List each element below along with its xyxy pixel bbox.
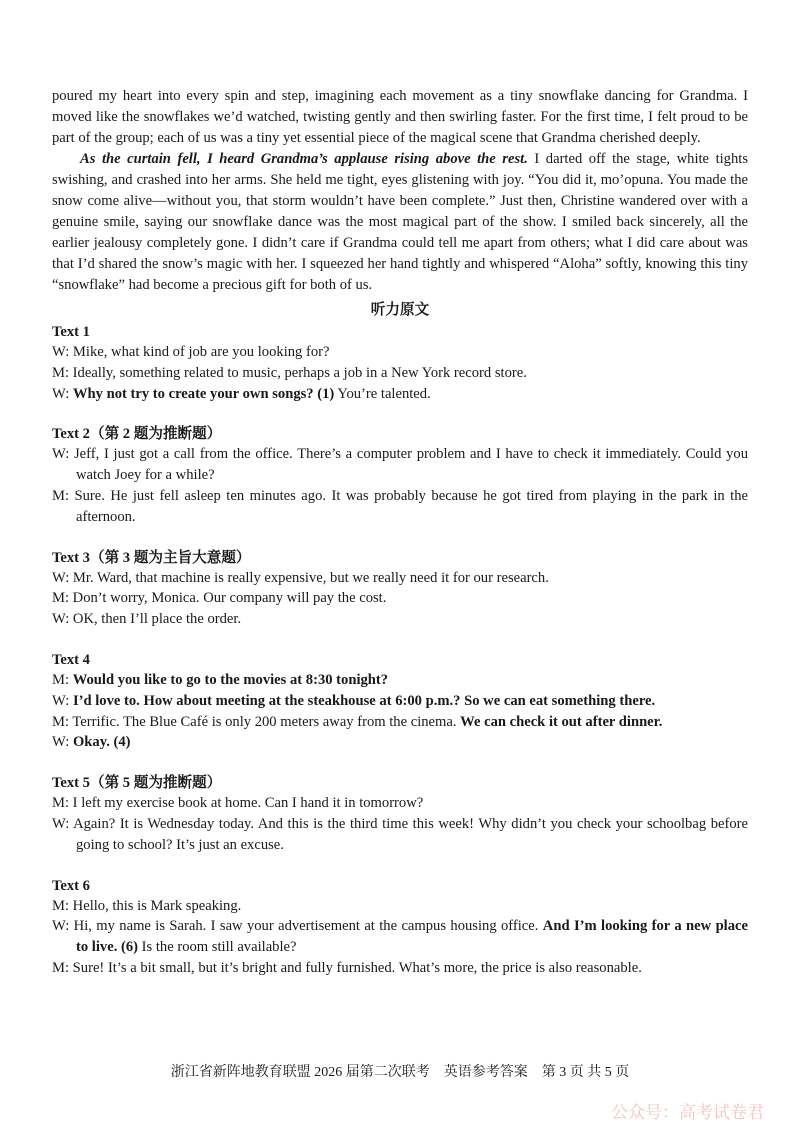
dialogue-emphasis: Would you like to go to the movies at 8:30 tonight? <box>72 671 389 688</box>
dialogue-text: W: Hi, my name is Sarah. I saw your advertisement at the campus housing office. <box>52 918 543 935</box>
dialogue-line <box>52 384 748 405</box>
story-paragraph-2-body: I darted off the stage, white tights swishing, and crashed into her arms. She held me tight, eyes glistening with joy. “You did it, mo’opuna. You made the snow come alive—without you, that storm wouldn’t have been complete.” Just then, Christine wandered over with a genuine smile, saying our snowflake dance was the most magical part of the show. I smiled back sincerely, all the earlier jealousy completely gone. I didn’t care if Grandma could tell me apart from others; what I did care about was that I’d shared the snow’s magic with her. I squeezed her hand tightly and whispered “Aloha” softly, knowing this tiny “snowflake” had become a precious gift for both of us. <box>52 151 749 293</box>
dialogue-line <box>52 568 748 589</box>
dialogue-text: You’re talented. <box>334 385 431 402</box>
dialogue-emphasis: I’d love to. How about meeting at the steakhouse at 6:00 p.m.? So we can eat something there. <box>72 692 656 709</box>
transcript-block <box>52 424 748 527</box>
watermark: 公众号：高考试卷君 <box>611 1103 764 1123</box>
dialogue-text: W: <box>52 385 73 402</box>
transcript-block <box>52 548 748 630</box>
dialogue-line <box>52 916 748 958</box>
transcript-block <box>52 876 748 979</box>
dialogue-text: W: Again? It is Wednesday today. And this is the third time this week! Why didn’t you check your schoolbag before going to school? It’s just an excuse. <box>52 815 748 853</box>
transcript-block <box>52 773 748 855</box>
dialogue-line <box>52 670 748 691</box>
dialogue-line <box>52 958 748 979</box>
dialogue-emphasis: Okay. (4) <box>72 734 131 751</box>
dialogue-text: W: Mike, what kind of job are you looking for? <box>52 344 330 360</box>
dialogue-line <box>52 814 748 856</box>
dialogue-text: W: <box>52 734 73 751</box>
transcript-block <box>52 650 748 753</box>
dialogue-text: M: Terrific. The Blue Café is only 200 meters away from the cinema. <box>52 713 461 730</box>
document-body <box>52 86 748 999</box>
dialogue-line <box>52 486 748 528</box>
dialogue-emphasis: Why not try to create your own songs? (1) <box>72 385 335 402</box>
transcript-block <box>52 322 748 404</box>
dialogue-text: M: Sure. He just fell asleep ten minutes ago. It was probably because he got tired from playing in the park in the afternoon. <box>52 487 748 525</box>
dialogue-line <box>52 609 748 630</box>
transcript-heading: Text 3（第 3 题为主旨大意题） <box>52 549 251 566</box>
dialogue-line <box>52 732 748 753</box>
transcript-heading: Text 4 <box>52 651 90 668</box>
dialogue-text: M: Don’t worry, Monica. Our company will pay the cost. <box>52 590 387 607</box>
dialogue-text: M: Hello, this is Mark speaking. <box>52 897 242 914</box>
dialogue-text: Is the room still available? <box>138 939 297 956</box>
story-paragraph-1: poured my heart into every spin and step, imagining each movement as a tiny snowflake dancing for Grandma. I moved like the snowflakes we’d watched, twisting gently and then swirling faster. For the first time, I felt proud to be part of the group; each of us was a tiny yet essential piece of the magical scene that Grandma cherished deeply. <box>52 88 748 146</box>
dialogue-text: M: I left my exercise book at home. Can I hand it in tomorrow? <box>52 795 424 812</box>
dialogue-text: W: Jeff, I just got a call from the office. There’s a computer problem and I have to check it immediately. Could you watch Joey for a while? <box>52 446 748 484</box>
dialogue-emphasis: And I’m looking for a new place to live. (6) <box>76 918 748 956</box>
dialogue-line <box>52 691 748 712</box>
dialogue-line <box>52 793 748 814</box>
section-title: 听力原文 <box>370 301 430 318</box>
dialogue-line <box>52 363 748 384</box>
dialogue-text: W: Mr. Ward, that machine is really expensive, but we really need it for our research. <box>52 569 549 586</box>
dialogue-line <box>52 342 748 363</box>
dialogue-line <box>52 712 748 733</box>
dialogue-text: M: Sure! It’s a bit small, but it’s bright and fully furnished. What’s more, the price is also reasonable. <box>52 959 642 976</box>
transcript-heading: Text 2（第 2 题为推断题） <box>52 426 222 443</box>
dialogue-emphasis: We can check it out after dinner. <box>460 713 663 730</box>
dialogue-text: M: <box>52 671 73 688</box>
page-footer: 浙江省新阵地教育联盟 2026 届第二次联考 英语参考答案 第 3 页 共 5 页 <box>170 1065 630 1080</box>
dialogue-text: W: <box>52 692 73 709</box>
dialogue-text: W: OK, then I’ll place the order. <box>52 611 242 628</box>
transcript-heading: Text 1 <box>52 324 90 340</box>
story-paragraph-2 <box>52 149 748 296</box>
transcript-heading: Text 5（第 5 题为推断题） <box>52 775 222 792</box>
listening-transcripts <box>52 322 748 979</box>
dialogue-line <box>52 588 748 609</box>
story-paragraph-2-lead: As the curtain fell, I heard Grandma’s applause rising above the rest. <box>80 151 528 167</box>
dialogue-line <box>52 444 748 486</box>
dialogue-text: M: Ideally, something related to music, perhaps a job in a New York record store. <box>52 364 527 381</box>
transcript-heading: Text 6 <box>52 877 90 894</box>
dialogue-line <box>52 896 748 917</box>
